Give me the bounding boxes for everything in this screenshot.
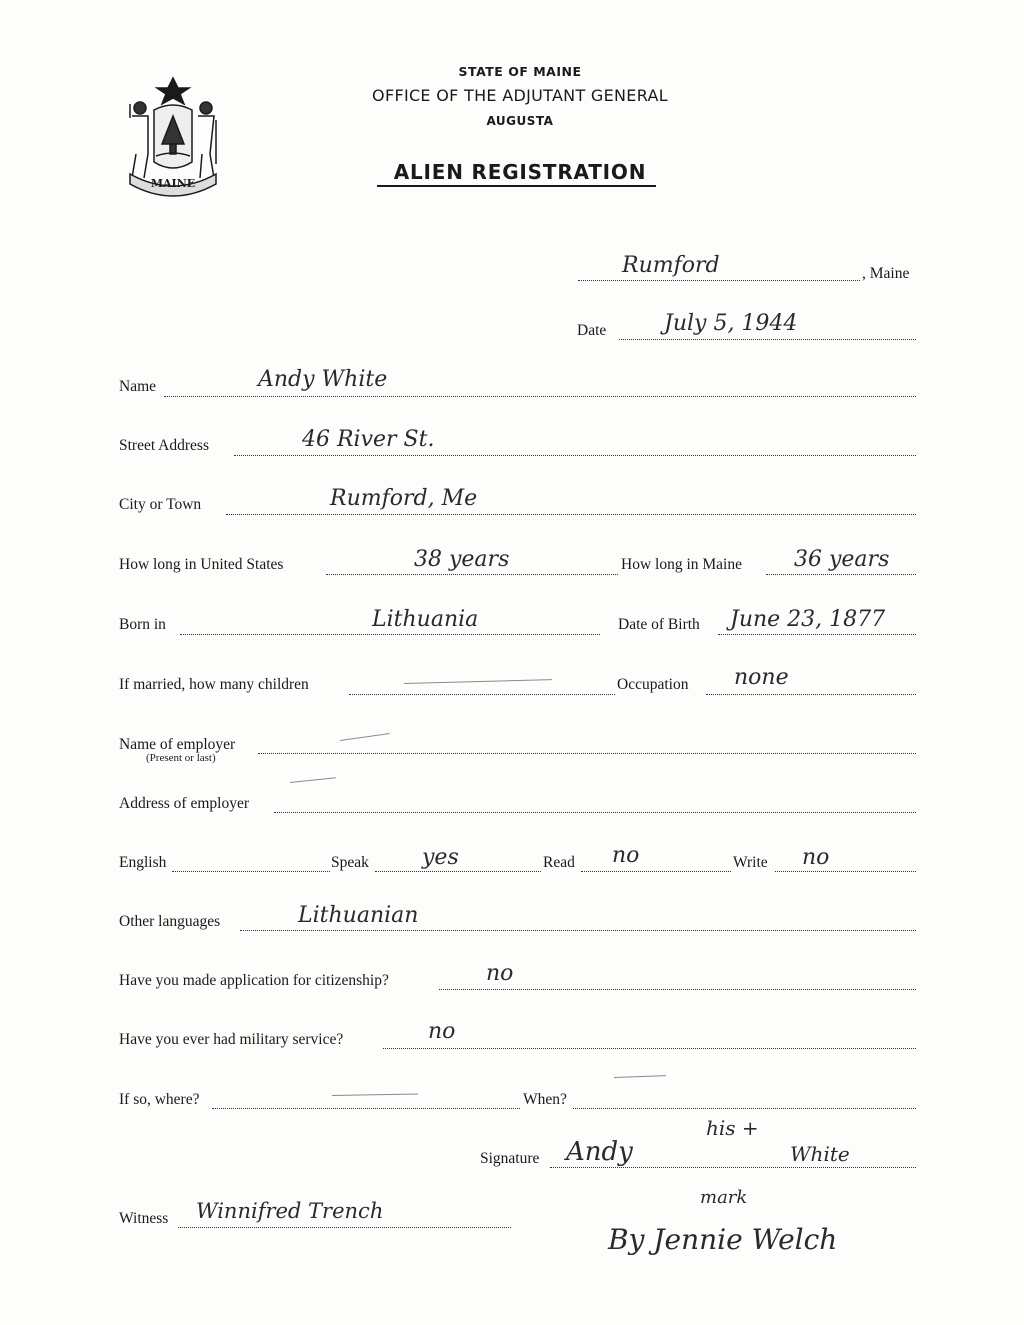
speak-line	[375, 871, 541, 872]
street-label: Street Address	[119, 437, 209, 454]
name-value: Andy White	[258, 367, 388, 392]
us-line	[326, 574, 618, 575]
occupation-line	[706, 694, 916, 695]
city-heading: AUGUSTA	[486, 114, 554, 128]
place-line	[578, 280, 860, 281]
employer-address-dash	[290, 777, 336, 783]
born-value: Lithuania	[372, 607, 479, 632]
occupation-label: Occupation	[617, 676, 689, 693]
signature-mark: mark	[700, 1187, 748, 1208]
employer-label: Name of employer	[119, 736, 236, 753]
dob-value: June 23, 1877	[730, 607, 886, 632]
name-label: Name	[119, 378, 157, 395]
witness-line	[178, 1227, 511, 1228]
employer-dash	[340, 733, 390, 741]
page-title: ALIEN REGISTRATION	[393, 160, 647, 184]
born-label: Born in	[119, 616, 166, 633]
employer-address-line	[274, 812, 916, 813]
read-label: Read	[543, 854, 575, 871]
write-label: Write	[733, 854, 768, 871]
other-languages-label: Other languages	[119, 913, 221, 930]
place-suffix: , Maine	[862, 265, 910, 282]
citizenship-value: no	[486, 961, 514, 986]
where-dash	[332, 1093, 418, 1096]
maine-line	[766, 574, 916, 575]
speak-label: Speak	[331, 854, 369, 871]
signature-last: White	[790, 1142, 850, 1166]
date-value: July 5, 1944	[664, 311, 798, 336]
city-label: City or Town	[119, 496, 202, 513]
children-label: If married, how many children	[119, 676, 309, 693]
other-languages-line	[240, 930, 916, 931]
city-value: Rumford, Me	[330, 486, 478, 511]
witness-value: Winnifred Trench	[196, 1199, 384, 1223]
born-line	[180, 634, 600, 635]
when-line	[573, 1108, 916, 1109]
children-line	[349, 694, 615, 695]
date-label: Date	[577, 322, 607, 339]
military-line	[383, 1048, 916, 1049]
street-line	[234, 455, 916, 456]
office-heading: OFFICE OF THE ADJUTANT GENERAL	[372, 86, 668, 105]
state-heading: STATE OF MAINE	[458, 64, 582, 79]
children-dash	[404, 679, 552, 684]
write-value: no	[802, 845, 830, 870]
us-label: How long in United States	[119, 556, 284, 573]
occupation-value: none	[734, 665, 789, 690]
where-line	[212, 1108, 520, 1109]
street-value: 46 River St.	[302, 427, 435, 452]
city-line	[226, 514, 916, 515]
citizenship-label: Have you made application for citizenship?	[119, 972, 389, 989]
when-label: When?	[523, 1091, 567, 1108]
signature-line	[550, 1167, 916, 1168]
witness-label: Witness	[119, 1210, 169, 1227]
english-line	[172, 871, 330, 872]
maine-value: 36 years	[794, 547, 890, 572]
citizenship-line	[439, 989, 916, 990]
date-line	[619, 339, 916, 340]
military-label: Have you ever had military service?	[119, 1031, 344, 1048]
speak-value: yes	[422, 845, 459, 870]
employer-line	[258, 753, 916, 754]
us-value: 38 years	[414, 547, 510, 572]
signature-first: Andy	[566, 1137, 633, 1167]
dob-label: Date of Birth	[618, 616, 700, 633]
maine-label: How long in Maine	[621, 556, 742, 573]
military-value: no	[428, 1019, 456, 1044]
title-underline	[377, 185, 656, 187]
signature-his: his +	[706, 1116, 759, 1140]
other-languages-value: Lithuanian	[298, 903, 419, 928]
place-value: Rumford	[622, 253, 720, 278]
svg-text:MAINE: MAINE	[150, 177, 196, 190]
name-line	[164, 396, 916, 397]
when-dash	[614, 1075, 666, 1078]
employer-sublabel: (Present or last)	[146, 752, 216, 764]
read-line	[581, 871, 731, 872]
signature-by: By Jennie Welch	[608, 1223, 838, 1256]
signature-label: Signature	[480, 1150, 540, 1167]
write-line	[775, 871, 916, 872]
read-value: no	[612, 843, 640, 868]
employer-address-label: Address of employer	[119, 795, 249, 812]
english-label: English	[119, 854, 167, 871]
where-label: If so, where?	[119, 1091, 200, 1108]
dob-line	[718, 634, 916, 635]
